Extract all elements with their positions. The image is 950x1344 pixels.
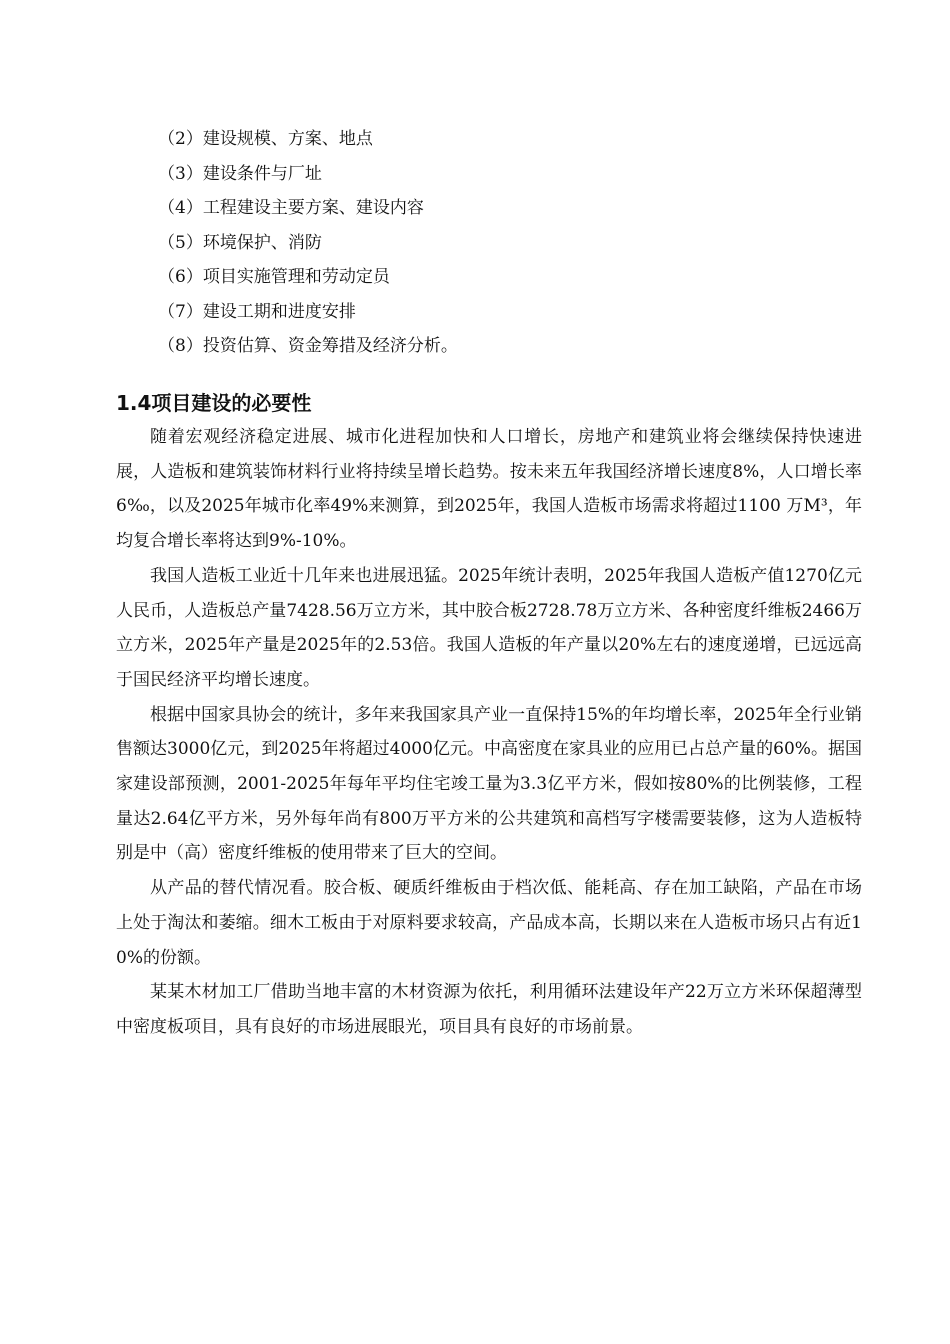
paragraph: 随着宏观经济稳定进展、城市化进程加快和人口增长，房地产和建筑业将会继续保持快速进展，人造板和建筑装饰材料行业将持续呈增长趋势。按未来五年我国经济增长速度8%，人口增长率6‰，以及2025年城市化率49%来测算，到2025年，我国人造板市场需求将超过1100 万M³，年均复合增长率将达到9%-10%。	[116, 427, 862, 552]
list-item: （2）建设规模、方案、地点	[158, 129, 373, 149]
paragraph: 我国人造板工业近十几年来也进展迅猛。2025年统计表明，2025年我国人造板产值1270亿元人民币，人造板总产量7428.56万立方米，其中胶合板2728.78万立方米、各种密度纤维板2466万立方米，2025年产量是2025年的2.53倍。我国人造板的年产量以20%左右的速度递增，已远远高于国民经济平均增长速度。	[116, 565, 862, 690]
section-heading: 1.4项目建设的必要性	[116, 391, 312, 415]
list-item: （8）投资估算、资金筹措及经济分析。	[158, 336, 458, 356]
list-item: （4）工程建设主要方案、建设内容	[158, 198, 424, 218]
paragraph: 根据中国家具协会的统计，多年来我国家具产业一直保持15%的年均增长率，2025年全行业销售额达3000亿元，到2025年将超过4000亿元。中高密度在家具业的应用已占总产量的60%。据国家建设部预测，2001-2025年每年平均住宅竣工量为3.3亿平方米，假如按80%的比例装修，工程量达2.64亿平方米，另外每年尚有800万平方米的公共建筑和高档写字楼需要装修，这为人造板特别是中（高）密度纤维板的使用带来了巨大的空间。	[116, 704, 862, 864]
paragraph: 从产品的替代情况看。胶合板、硬质纤维板由于档次低、能耗高、存在加工缺陷，产品在市场上处于淘汰和萎缩。细木工板由于对原料要求较高，产品成本高，长期以来在人造板市场只占有近10%的份额。	[116, 878, 862, 968]
section-body	[116, 420, 862, 1045]
list-item: （6）项目实施管理和劳动定员	[158, 267, 390, 287]
paragraph: 某某木材加工厂借助当地丰富的木材资源为依托，利用循环法建设年产22万立方米环保超薄型中密度板项目，具有良好的市场进展眼光，项目具有良好的市场前景。	[116, 982, 862, 1037]
list-item: （3）建设条件与厂址	[158, 163, 322, 184]
content-list	[158, 122, 458, 364]
list-item: （5）环境保护、消防	[158, 232, 322, 253]
list-item: （7）建设工期和进度安排	[158, 301, 356, 322]
